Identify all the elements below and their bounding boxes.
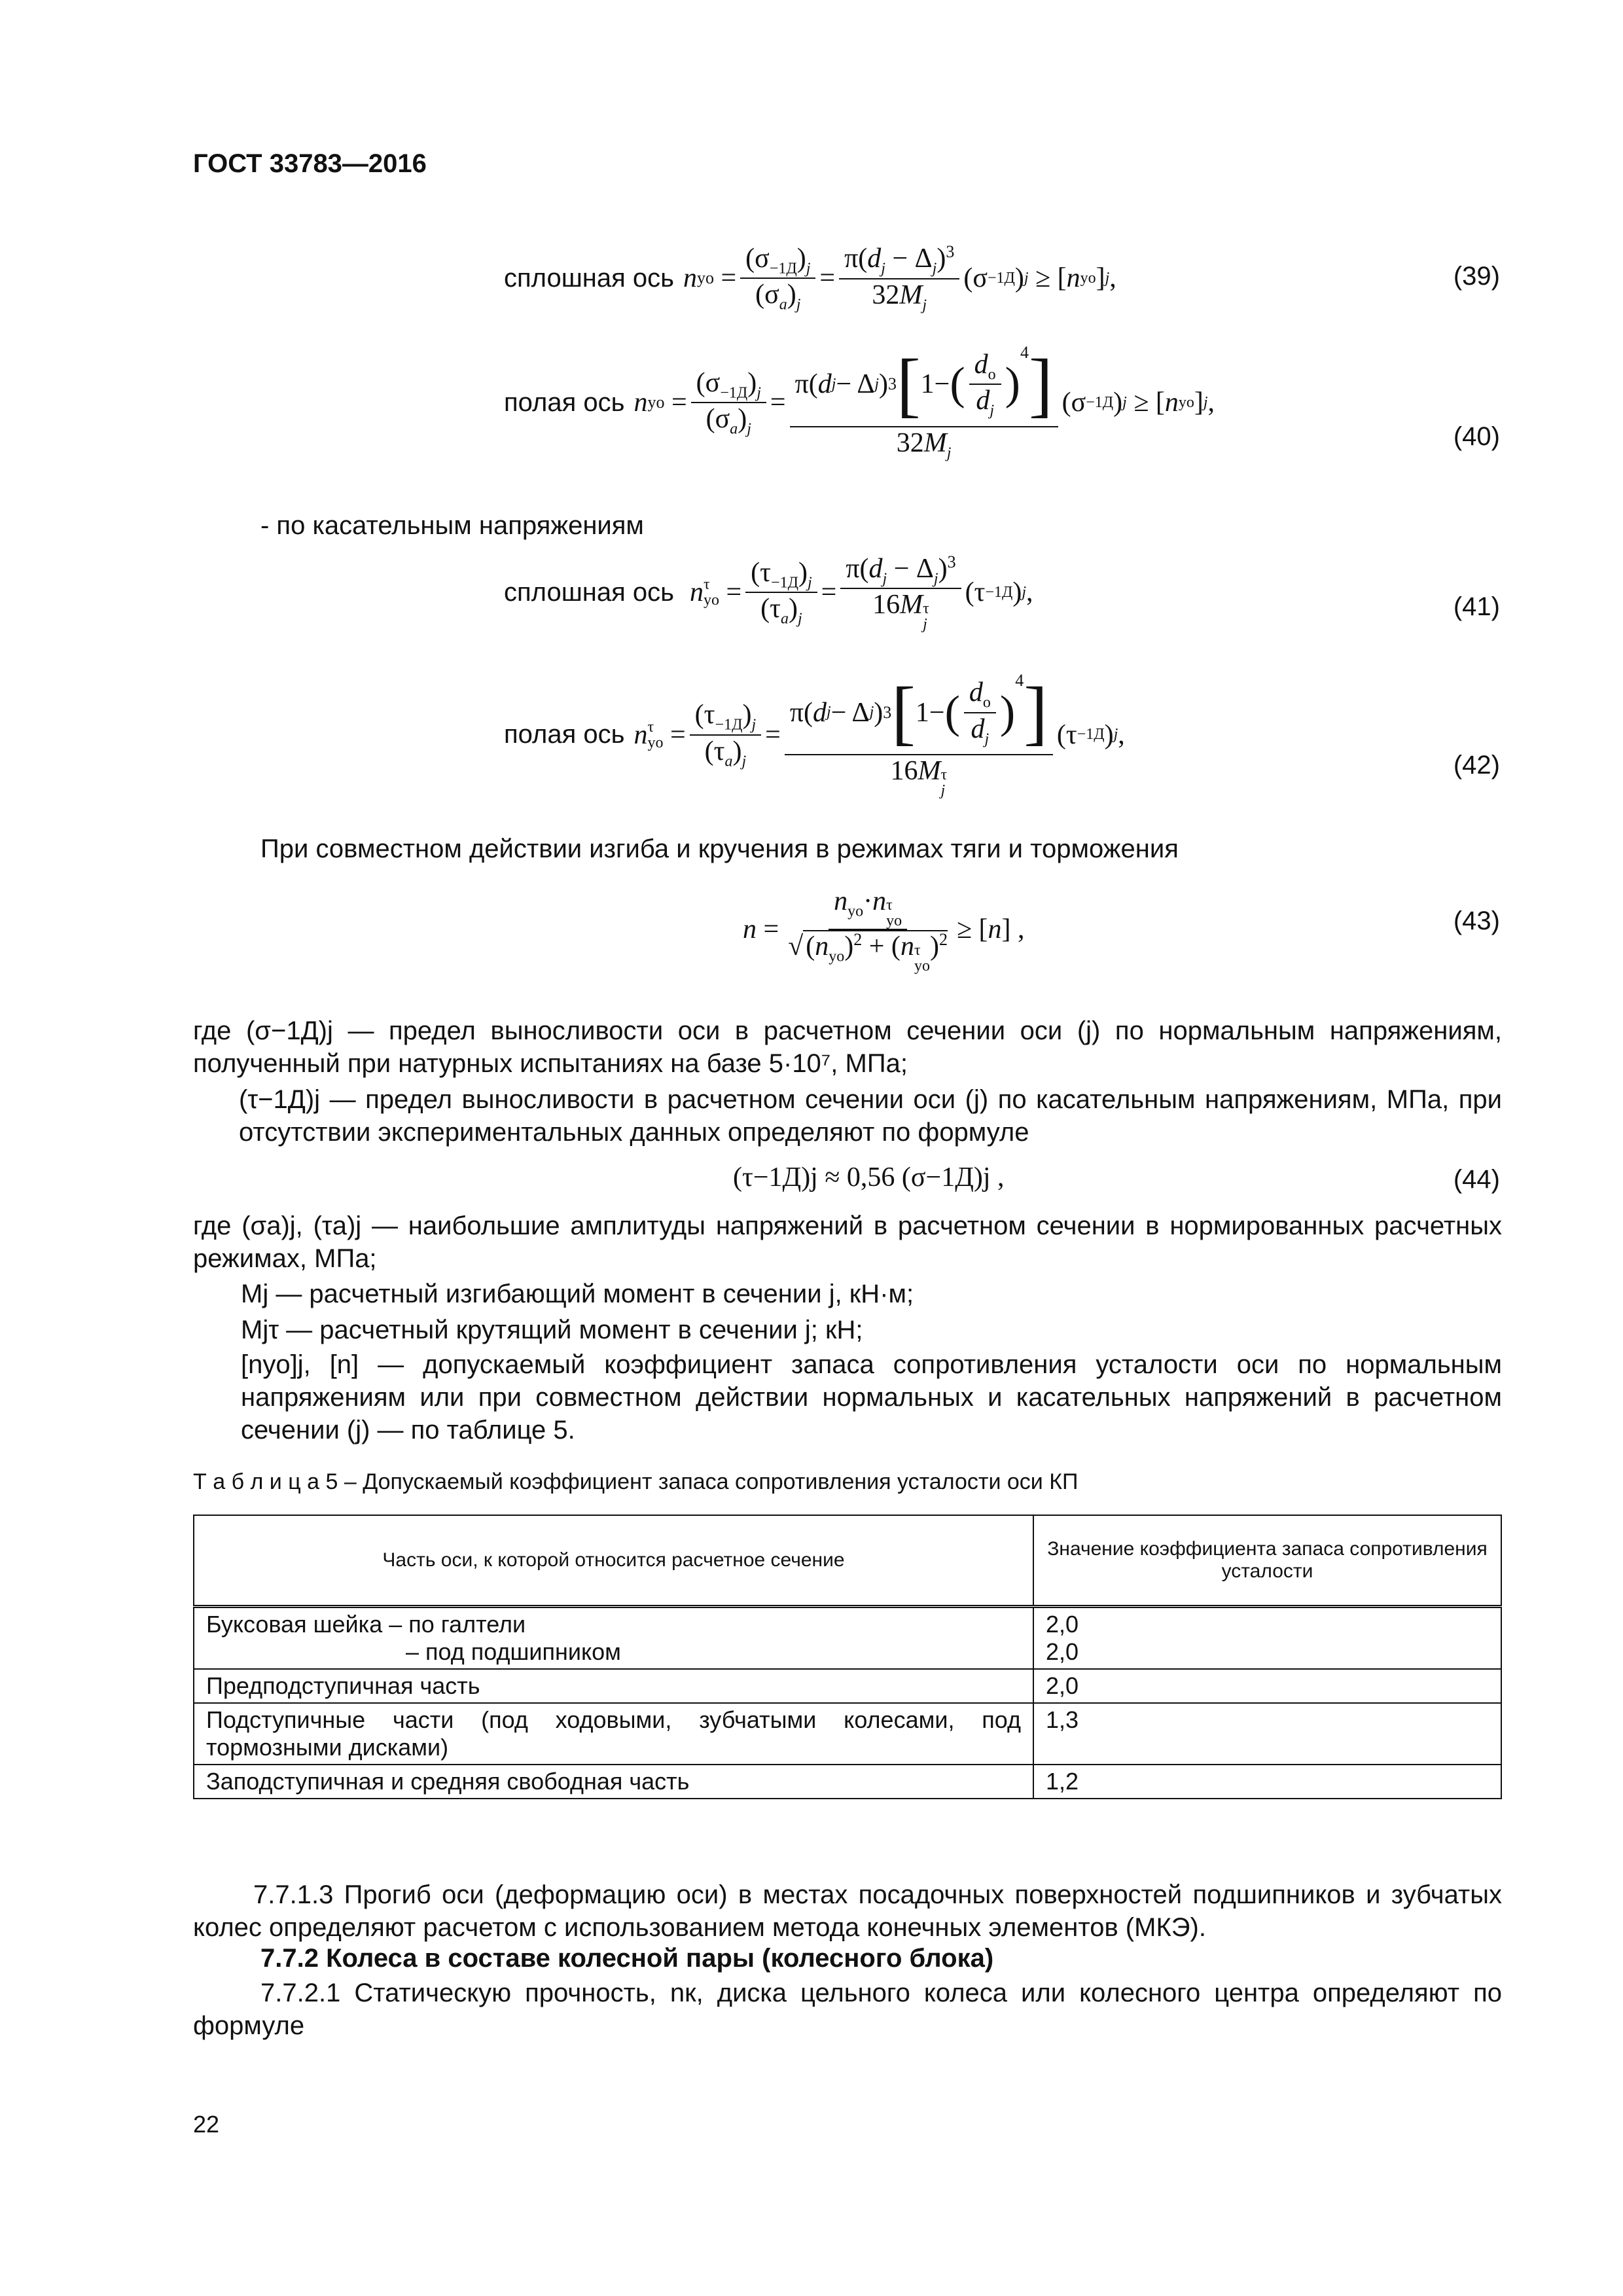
table-cell-part: – под подшипником	[406, 1638, 621, 1665]
table-cell-part: Буксовая шейка – по галтели	[206, 1611, 526, 1638]
document-header: ГОСТ 33783—2016	[193, 149, 427, 178]
table-cell-part: Предподступичная часть	[194, 1669, 1033, 1703]
eq39-number: (39)	[1453, 262, 1500, 291]
table-row	[194, 1669, 1501, 1703]
table-row	[194, 1607, 1501, 1670]
eq41-number: (41)	[1453, 592, 1500, 621]
table-header-row	[194, 1515, 1501, 1607]
equation-41: сплошная ось n τ yo = $\frac{(\tau_{-1Д})_j}{(\tau_a)_j}$ = $\pi(d_j - \Delta_j)^3$ 16M τ j (τ −1Д ) j ,	[504, 552, 1033, 634]
paragraph-7-7-2-1: 7.7.2.1 Статическую прочность, nк, диска цельного колеса или колесного центра определяют по формуле	[193, 1979, 1502, 2040]
definition-amplitudes: где (σa)j, (τa)j — наибольшие амплитуды напряжений в расчетном сечении в нормированных расчетных режимах, МПа;	[193, 1211, 1502, 1273]
eq42-number: (42)	[1453, 751, 1500, 780]
eq42-label: полая ось	[504, 720, 625, 749]
table-caption: Т а б л и ц а 5 – Допускаемый коэффициент запаса сопротивления усталости оси КП	[193, 1469, 1079, 1494]
equation-44: (τ−1Д)j ≈ 0,56 (σ−1Д)j ,	[733, 1162, 1005, 1193]
eq41-label: сплошная ось	[504, 577, 674, 607]
eq40-number: (40)	[1453, 422, 1500, 451]
table-cell-value: 2,0	[1046, 1611, 1079, 1638]
table-cell-part: Подступичные части (под ходовыми, зубчатыми колесами, под тормозными дисками)	[194, 1703, 1033, 1765]
table-5	[193, 1515, 1502, 1799]
definition-sigma: где (σ−1Д)j — предел выносливости оси в расчетном сечении оси (j) по нормальным напряжениям, полученный при натурных испытаниях на базе 5·10⁷, МПа;	[193, 1016, 1502, 1078]
equation-40: полая ось n yo = $\frac{(\sigma_{-1Д})_j}{(\sigma_a)_j}$ = π( d j − Δ j ) 3 [ 1− ( $\frac{d_o}{d_j}$ ) $^4$ ] $32M_j$ (σ −1Д ) j ≥ [ n yo ] j ,	[504, 342, 1215, 462]
equation-43: n = $n_{yo}\cdot n$ τ yo $√(n_{yo})^2 + (n$ τ yo )$^2$ ≥ [ n ] ,	[743, 886, 1025, 975]
definition-allowable-coeff: [nyo]j, [n] — допускаемый коэффициент запаса сопротивления усталости оси по нормальным напряжениям или при совместном действии нормальных и касательных напряжений в расчетном сечении (j) — по таблице 5.	[241, 1350, 1502, 1444]
page-number: 22	[193, 2111, 220, 2138]
eq43-number: (43)	[1453, 906, 1500, 935]
table-cell-value: 1,2	[1033, 1765, 1501, 1799]
table-cell-value: 1,3	[1033, 1703, 1501, 1765]
eq44-number: (44)	[1453, 1165, 1500, 1194]
definition-torque: Mjτ — расчетный крутящий момент в сечении j; кН;	[241, 1316, 863, 1344]
table-cell-part: Заподступичная и средняя свободная часть	[194, 1765, 1033, 1799]
equation-42: полая ось n τ yo = $\frac{(\tau_{-1Д})_j}{(\tau_a)_j}$ = π( d j − Δ j ) 3 [ 1− ( $\frac{d_o}{d_j}$ ) $^4$ ] 16M τ j (τ −1Д ) j ,	[504, 671, 1125, 799]
table-header-value: Значение коэффициента запаса сопротивления усталости	[1033, 1515, 1501, 1607]
combined-intro: При совместном действии изгиба и кручения в режимах тяги и торможения	[260, 834, 1179, 863]
equation-39: сплошная ось n yo = $\frac{(\sigma_{-1Д})_j}{(\sigma_a)_j}$ = $\frac{\pi(d_j - \Delta_j)^3}{32M_j}$ (σ −1Д ) j ≥ [ n yo ] j ,	[504, 242, 1116, 314]
eq39-label: сплошная ось	[504, 263, 674, 293]
table-row	[194, 1703, 1501, 1765]
paragraph-7-7-1-3: 7.7.1.3 Прогиб оси (деформацию оси) в местах посадочных поверхностей подшипников и зубчатых колес определяют расчетом с использованием метода конечных элементов (МКЭ).	[193, 1880, 1502, 1942]
eq40-label: полая ось	[504, 387, 625, 417]
table-row	[194, 1765, 1501, 1799]
table-cell-value: 2,0	[1046, 1638, 1079, 1665]
definition-tau: (τ−1Д)j — предел выносливости в расчетном сечении оси (j) по касательным напряжениям, МПа, при отсутствии экспериментальных данных определяют по формуле	[239, 1085, 1502, 1147]
definition-bending-moment: Mj — расчетный изгибающий момент в сечении j, кН·м;	[241, 1280, 914, 1308]
tangential-intro: - по касательным напряжениям	[260, 511, 644, 540]
section-heading-7-7-2: 7.7.2 Колеса в составе колесной пары (колесного блока)	[260, 1944, 994, 1973]
table-header-part: Часть оси, к которой относится расчетное сечение	[194, 1515, 1033, 1607]
table-cell-value: 2,0	[1033, 1669, 1501, 1703]
